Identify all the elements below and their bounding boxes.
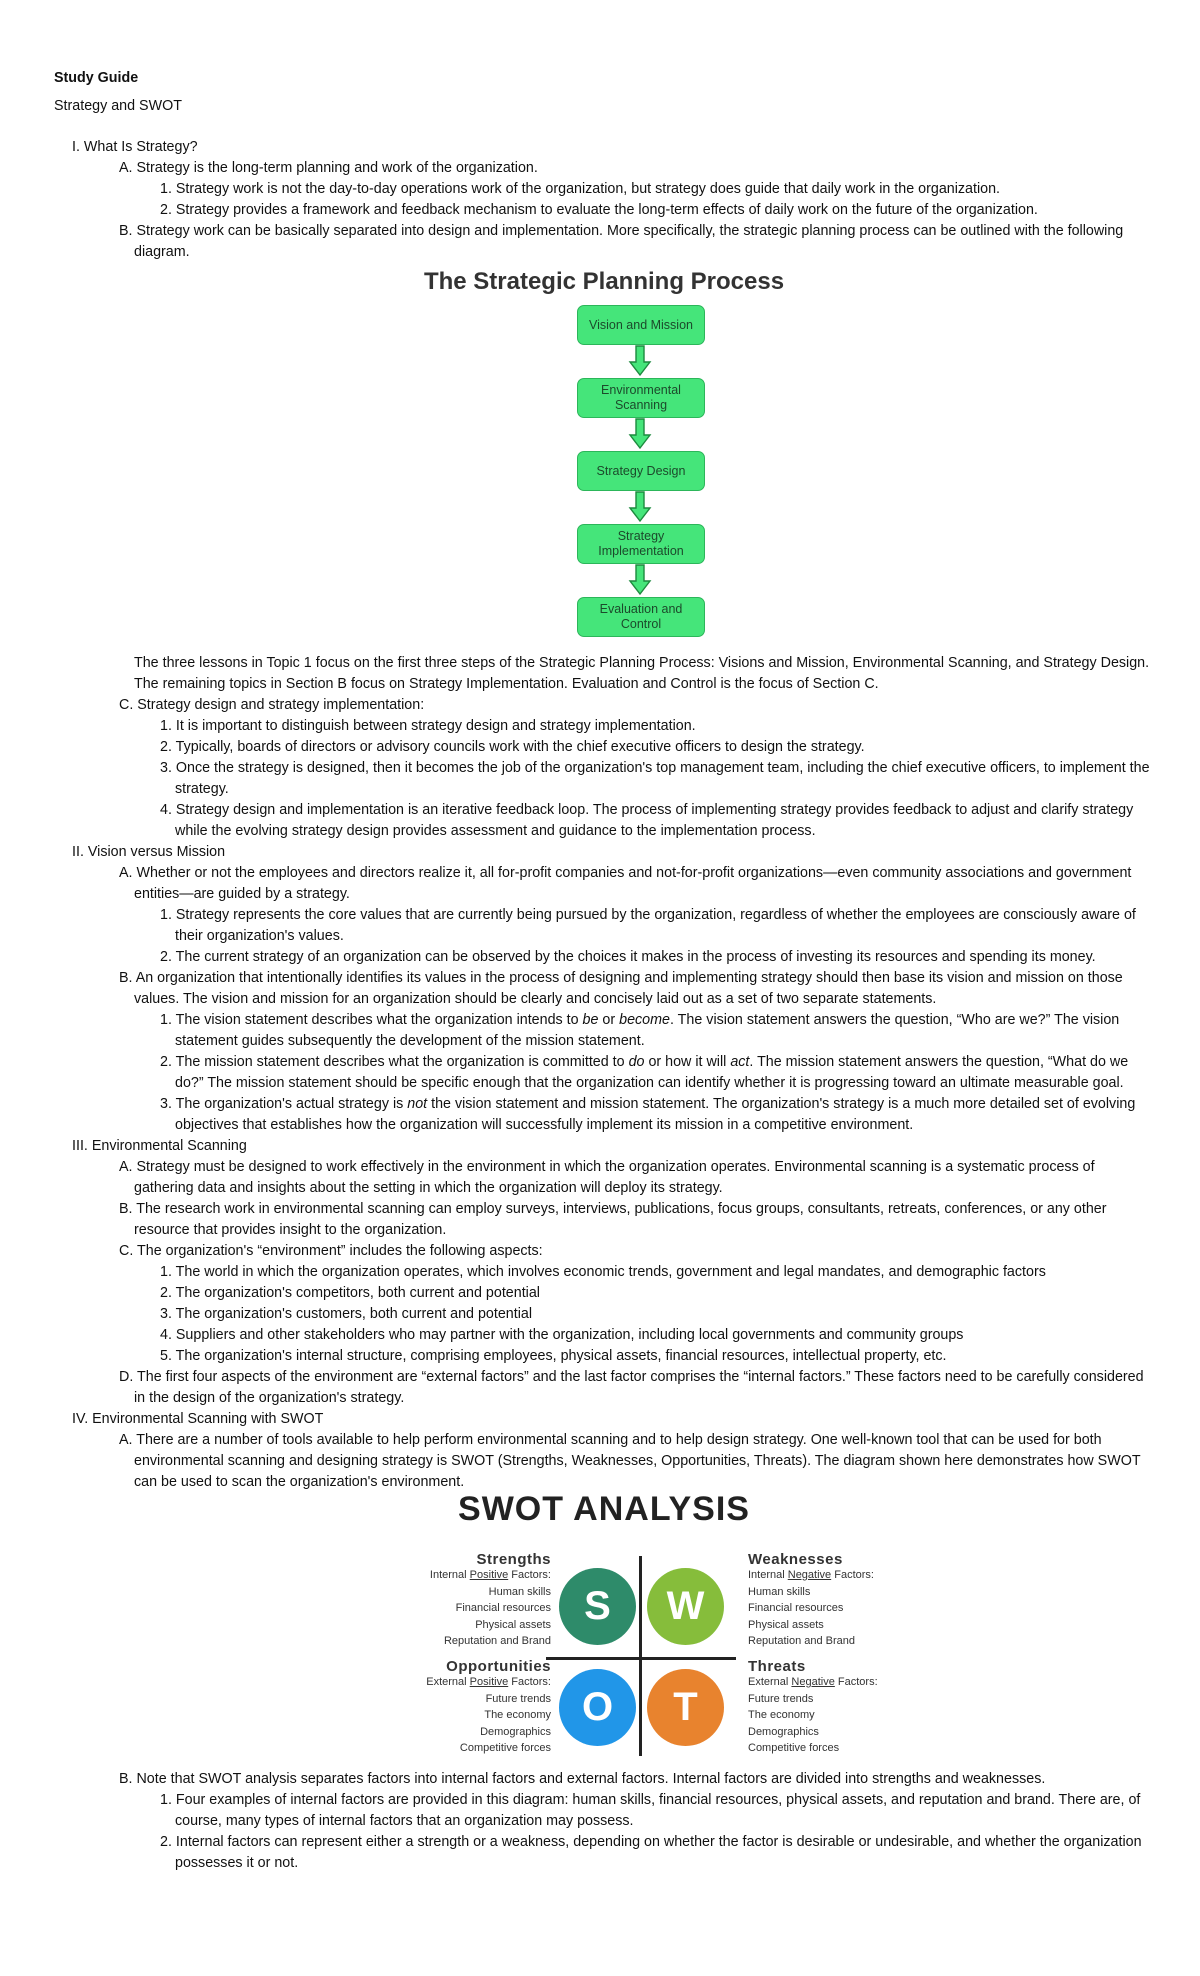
swot-title: SWOT ANALYSIS xyxy=(458,1490,750,1528)
s3-item-c5: 5. The organization's internal structure, comprising employees, physical assets, financial resources, intellectual property, etc. xyxy=(160,1348,947,1364)
swot-weaknesses-item: Financial resources xyxy=(748,1602,844,1614)
s1-item-c1: 1. It is important to distinguish between strategy design and strategy implementation. xyxy=(160,718,696,734)
swot-opportunities-list xyxy=(354,1674,551,1757)
flow-arrow-down-icon xyxy=(628,345,652,377)
swot-weaknesses-item: Physical assets xyxy=(748,1618,824,1631)
s1-item-a1: 1. Strategy work is not the day-to-day operations work of the organization, but strategy does guide that daily work in the organization. xyxy=(160,181,1001,197)
doc-title: Study Guide xyxy=(54,70,139,86)
swot-threats-heading: Threats xyxy=(748,1658,806,1675)
swot-threats-item: Future trends xyxy=(748,1692,814,1705)
swot-w-circle: W xyxy=(647,1568,724,1645)
flow-step-vision-mission: Vision and Mission xyxy=(577,305,705,345)
section-4-heading: IV. Environmental Scanning with SWOT xyxy=(72,1411,324,1427)
swot-threats-item: Competitive forces xyxy=(748,1742,840,1754)
doc-subtitle: Strategy and SWOT xyxy=(54,98,182,114)
swot-strengths-item: Human skills xyxy=(488,1585,551,1598)
s4-item-a: A. There are a number of tools available to help perform environmental scanning and to help design strategy. One well-known tool that can be used for both environmental scanning and designing strategy is SWOT (Strengths, Weaknesses, Opportunities, Threats). The diagram shown here demonstrates how SWOT can be used to scan the organization's environment. xyxy=(119,1432,1141,1490)
s3-item-c3: 3. The organization's customers, both current and potential xyxy=(160,1306,533,1322)
swot-strengths-heading: Strengths xyxy=(476,1551,551,1568)
s2-item-b: B. An organization that intentionally identifies its values in the process of designing and implementing strategy should then base its vision and mission on those values. The vision and mission for an organization should be clearly and concisely laid out as a set of two separate statements. xyxy=(119,970,1123,1007)
s3-item-a: A. Strategy must be designed to work effectively in the environment in which the organization operates. Environmental scanning is a systematic process of gathering data and insights about the setting in which the organization will deploy its strategy. xyxy=(119,1159,1095,1196)
swot-strengths-list xyxy=(354,1567,551,1650)
s1-note: The three lessons in Topic 1 focus on the first three steps of the Strategic Planning Process: Visions and Mission, Environmental Scanning, and Strategy Design. The remaining topics in Section B focus on Strategy Implementation. Evaluation and Control is the focus of Section C. xyxy=(134,655,1150,692)
swot-weaknesses-heading: Weaknesses xyxy=(748,1551,843,1568)
swot-opportunities-item: The economy xyxy=(484,1709,551,1721)
swot-opportunities-intro: External Positive Factors: xyxy=(426,1676,551,1688)
swot-opportunities-item: Competitive forces xyxy=(459,1742,551,1754)
flow-arrow-down-icon xyxy=(628,491,652,523)
s3-item-c2: 2. The organization's competitors, both current and potential xyxy=(160,1285,540,1301)
swot-strengths-item: Financial resources xyxy=(455,1602,551,1614)
s2-item-b3: 3. The organization's actual strategy is not the vision statement and mission statement. The organization's strategy is a much more detailed set of evolving objectives that establishes how the organization will successfully implement its mission in a competitive environment. xyxy=(160,1096,1136,1133)
swot-vertical-divider xyxy=(639,1556,642,1756)
s1-item-a2: 2. Strategy provides a framework and feedback mechanism to evaluate the long-term effects of daily work on the future of the organization. xyxy=(160,202,1038,218)
s2-item-a2: 2. The current strategy of an organization can be observed by the choices it makes in the process of investing its resources and spending its money. xyxy=(160,949,1096,965)
s2-item-b1: 1. The vision statement describes what the organization intends to be or become. The vision statement answers the question, “Who are we?” The vision statement guides subsequently the development of the mission statement. xyxy=(160,1012,1120,1049)
swot-weaknesses-item: Reputation and Brand xyxy=(748,1635,856,1647)
swot-threats-item: Demographics xyxy=(748,1725,819,1738)
swot-threats-intro: External Negative Factors: xyxy=(748,1676,878,1688)
s3-item-c1: 1. The world in which the organization operates, which involves economic trends, government and legal mandates, and demographic factors xyxy=(160,1264,1046,1280)
swot-strengths-item: Physical assets xyxy=(475,1618,551,1631)
strategic-planning-diagram xyxy=(54,263,1154,645)
s4-item-b2: 2. Internal factors can represent either a strength or a weakness, depending on whether the factor is desirable or undesirable, and whether the organization possesses it or not. xyxy=(160,1834,1142,1871)
s1-item-b: B. Strategy work can be basically separated into design and implementation. More specifically, the strategic planning process can be outlined with the following diagram. xyxy=(119,223,1124,260)
s3-item-c: C. The organization's “environment” includes the following aspects: xyxy=(119,1243,543,1259)
s3-item-c4: 4. Suppliers and other stakeholders who may partner with the organization, including local governments and community groups xyxy=(160,1327,964,1343)
swot-opportunities-item: Demographics xyxy=(480,1725,551,1738)
s4-item-b1: 1. Four examples of internal factors are provided in this diagram: human skills, financial resources, physical assets, and reputation and brand. There are, of course, many types of internal factors that an organization may possess. xyxy=(160,1792,1141,1829)
s3-item-d: D. The first four aspects of the environment are “external factors” and the last factor comprises the “internal factors.” These factors need to be carefully considered in the design of the organization's strategy. xyxy=(119,1369,1144,1406)
swot-opportunities-heading: Opportunities xyxy=(446,1658,551,1675)
swot-t-circle: T xyxy=(647,1669,724,1746)
flow-step-strategy-implementation: Strategy Implementation xyxy=(577,524,705,564)
swot-opportunities-item: Future trends xyxy=(485,1692,551,1705)
s1-item-a: A. Strategy is the long-term planning and work of the organization. xyxy=(119,160,538,176)
swot-threats-list xyxy=(748,1674,948,1757)
swot-strengths-intro: Internal Positive Factors: xyxy=(429,1569,551,1581)
swot-weaknesses-list xyxy=(748,1567,948,1650)
s1-item-c: C. Strategy design and strategy implementation: xyxy=(119,697,425,713)
section-2-heading: II. Vision versus Mission xyxy=(72,844,226,860)
s2-item-a: A. Whether or not the employees and directors realize it, all for-profit companies and not-for-profit organizations—even community associations and government entities—are guided by a strategy. xyxy=(119,865,1132,902)
s4-item-b: B. Note that SWOT analysis separates factors into internal factors and external factors. Internal factors are divided into strengths and weaknesses. xyxy=(119,1771,1046,1787)
flow-step-evaluation-control: Evaluation and Control xyxy=(577,597,705,637)
swot-threats-item: The economy xyxy=(748,1709,815,1721)
document xyxy=(54,68,1154,1874)
swot-diagram xyxy=(54,1490,1154,1765)
swot-strengths-item: Reputation and Brand xyxy=(443,1635,551,1647)
swot-weaknesses-intro: Internal Negative Factors: xyxy=(748,1569,874,1581)
s1-item-c3: 3. Once the strategy is designed, then it becomes the job of the organization's top management team, including the chief executive officers, to implement the strategy. xyxy=(160,760,1150,797)
swot-weaknesses-item: Human skills xyxy=(748,1585,811,1598)
flow-step-environmental-scanning: Environmental Scanning xyxy=(577,378,705,418)
flow-step-strategy-design: Strategy Design xyxy=(577,451,705,491)
section-3-heading: III. Environmental Scanning xyxy=(72,1138,247,1154)
s1-item-c2: 2. Typically, boards of directors or advisory councils work with the chief executive officers to design the strategy. xyxy=(160,739,865,755)
swot-horizontal-divider xyxy=(546,1657,736,1660)
flow-arrow-down-icon xyxy=(628,564,652,596)
flow-title: The Strategic Planning Process xyxy=(423,268,785,295)
s2-item-a1: 1. Strategy represents the core values that are currently being pursued by the organization, regardless of whether the employees are consciously aware of their organization's values. xyxy=(160,907,1136,944)
s3-item-b: B. The research work in environmental scanning can employ surveys, interviews, publications, focus groups, consultants, retreats, conferences, or any other resource that provides insight to the organization. xyxy=(119,1201,1107,1238)
flow-arrow-down-icon xyxy=(628,418,652,450)
s1-item-c4: 4. Strategy design and implementation is an iterative feedback loop. The process of implementing strategy provides feedback to adjust and clarify strategy while the evolving strategy design provides assessment and guidance to the implementation process. xyxy=(160,802,1134,839)
s2-item-b2: 2. The mission statement describes what the organization is committed to do or how it will act. The mission statement answers the question, “What do we do?” The mission statement should be specific enough that the organization can identify whether it is progressing toward an ultimate measurable goal. xyxy=(160,1054,1129,1091)
swot-o-circle: O xyxy=(559,1669,636,1746)
section-1-heading: I. What Is Strategy? xyxy=(72,139,198,155)
swot-s-circle: S xyxy=(559,1568,636,1645)
